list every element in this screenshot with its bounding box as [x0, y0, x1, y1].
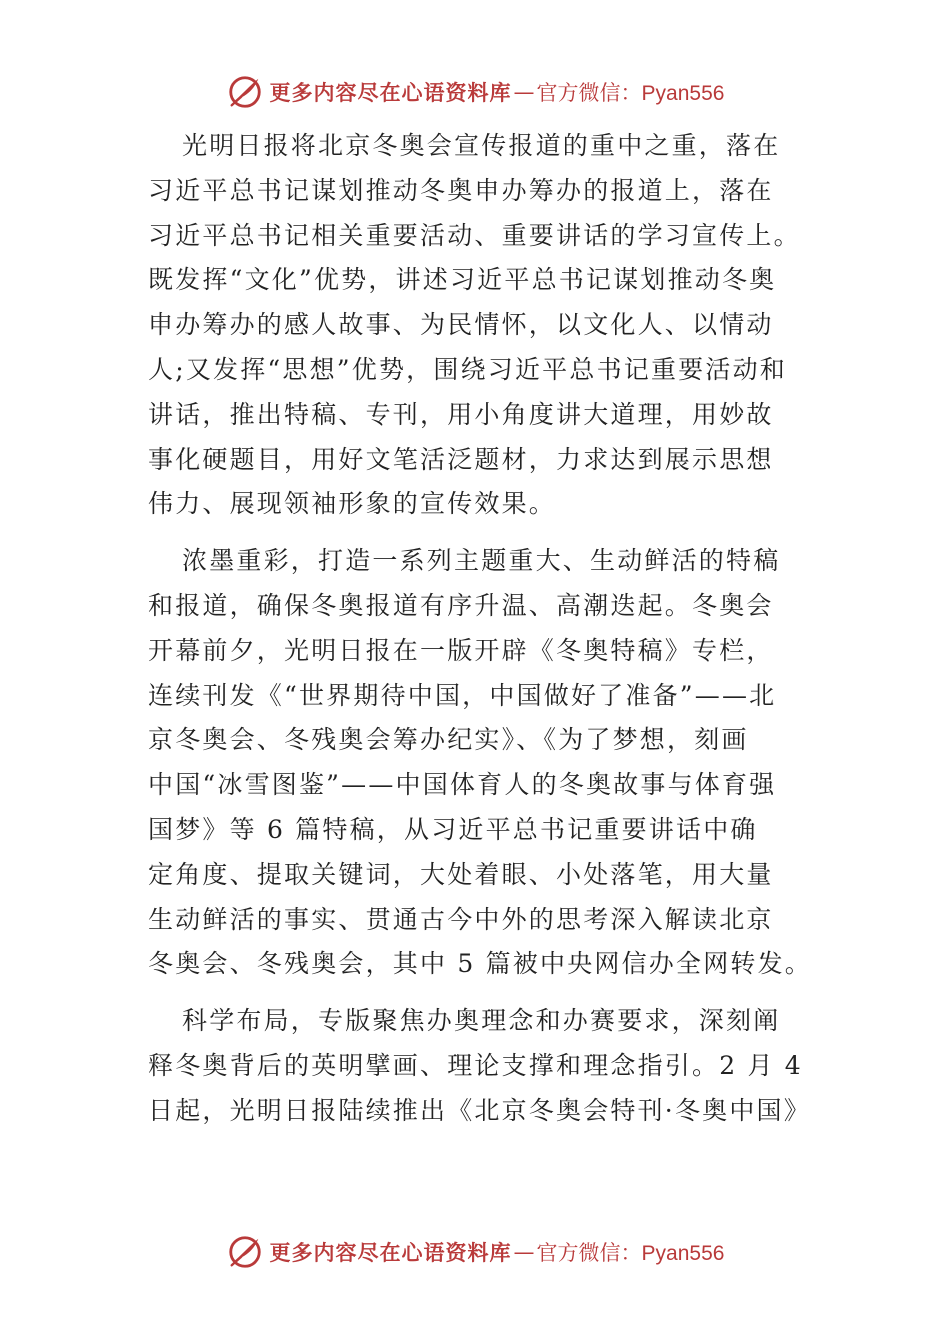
text-line: 习近平总书记谋划推动冬奥申办筹办的报道上，落在: [148, 175, 774, 205]
text-line: 中国“冰雪图鉴”——中国体育人的冬奥故事与体育强: [148, 770, 777, 800]
text-line: 日起，光明日报陆续推出《北京冬奥会特刊·冬奥中国》: [148, 1095, 811, 1125]
text-line: 浓墨重彩，打造一系列主题重大、生动鲜活的特稿: [182, 546, 781, 576]
text-line: 连续刊发《“世界期待中国，中国做好了准备”——北: [148, 680, 777, 710]
text-line: 科学布局，专版聚焦办奥理念和办赛要求，深刻阐: [182, 1006, 781, 1036]
header-watermark: [0, 70, 950, 114]
text-line: 光明日报将北京冬奥会宣传报道的重中之重，落在: [182, 131, 781, 160]
footer-watermark: [0, 1230, 950, 1274]
text-line: 讲话，推出特稿、专刊，用小角度讲大道理，用妙故: [148, 399, 774, 429]
text-line: 人;又发挥“思想”优势，围绕习近平总书记重要活动和: [148, 354, 787, 384]
watermark-text: 更多内容尽在心语资料库: [269, 80, 512, 105]
text-line: 释冬奥背后的英明擘画、理论支撑和理念指引。2 月 4: [148, 1050, 803, 1080]
paragraph-1: [148, 124, 808, 527]
text-line: 伟力、展现领袖形象的宣传效果。: [148, 489, 557, 519]
text-line: 习近平总书记相关重要活动、重要讲话的学习宣传上。: [148, 220, 801, 250]
text-line: 开幕前夕，光明日报在一版开辟《冬奥特稿》专栏，: [148, 635, 774, 665]
text-line: 既发挥“文化”优势，讲述习近平总书记谋划推动冬奥: [148, 265, 777, 295]
watermark-separator: —: [513, 1240, 535, 1264]
text-line: 京冬奥会、冬残奥会筹办纪实》、《为了梦想，刻画: [148, 725, 749, 755]
paragraph-3: [148, 999, 811, 1133]
text-line: 和报道，确保冬奥报道有序升温、高潮迭起。冬奥会: [148, 590, 774, 620]
paragraph-2: [148, 539, 813, 987]
document-body: [148, 124, 813, 1146]
text-line: 定角度、提取关键词，大处着眼、小处落笔，用大量: [148, 859, 774, 889]
text-line: 事化硬题目，用好文笔活泛题材，力求达到展示思想: [148, 444, 774, 474]
watermark-separator: —: [513, 80, 535, 104]
text-line: 生动鲜活的事实、贯通古今中外的思考深入解读北京: [148, 904, 774, 934]
watermark-contact: 官方微信：Pyan556: [536, 1242, 725, 1265]
watermark-text: 更多内容尽在心语资料库: [269, 1240, 512, 1265]
quill-logo-icon: [226, 1233, 264, 1271]
watermark-contact: 官方微信：Pyan556: [536, 82, 725, 105]
quill-logo-icon: [226, 73, 264, 111]
text-line: 冬奥会、冬残奥会，其中 5 篇被中央网信办全网转发。: [148, 949, 813, 979]
text-line: 申办筹办的感人故事、为民情怀，以文化人、以情动: [148, 310, 774, 340]
text-line: 国梦》等 6 篇特稿，从习近平总书记重要讲话中确: [148, 814, 758, 844]
